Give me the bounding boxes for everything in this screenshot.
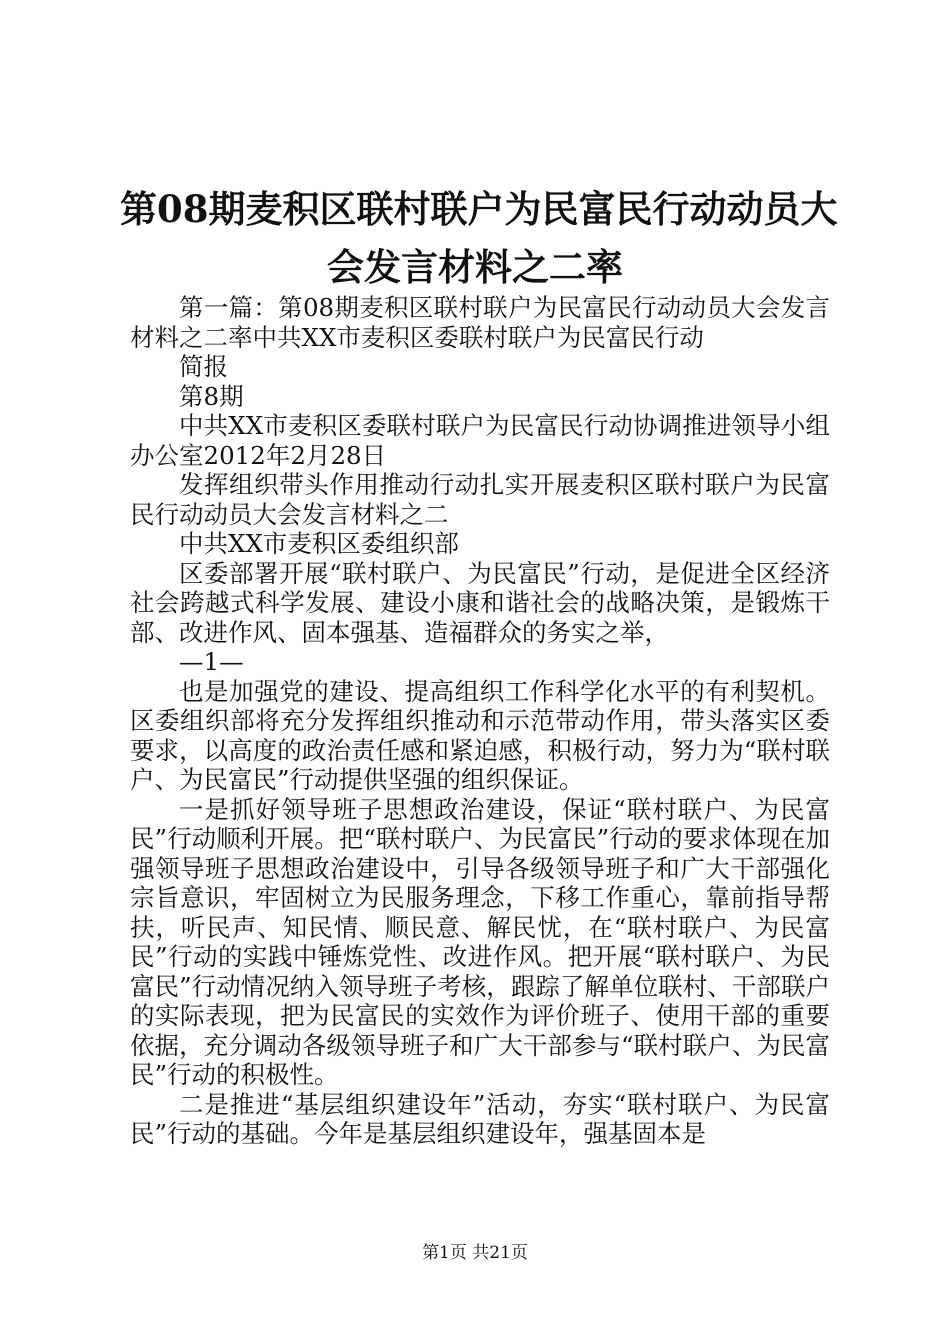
paragraph: 简报 [179, 352, 228, 381]
document-body [130, 293, 830, 1149]
paragraph: 中共XX市麦积区委联村联户为民富民行动协调推进领导小组办公室2012年2月28日 [130, 411, 830, 470]
paragraph: 第8期 [179, 381, 244, 411]
paragraph: 也是加强党的建设、提高组织工作科学化水平的有利契机。区委组织部将充分发挥组织推动和示范带动作用，带头落实区委要求，以高度的政治责任感和紧迫感，积极行动，努力为“联村联户、为民富民”行动提供坚强的组织保证。 [130, 676, 830, 794]
page-number-marker: —1— [179, 647, 244, 676]
title-line-2: 会发言材料之二率 [327, 245, 623, 289]
paragraph: 二是推进“基层组织建设年”活动，夯实“联村联户、为民富民”行动的基础。今年是基层组织建设年，强基固本是 [130, 1089, 830, 1148]
paragraph: 第一篇：第08期麦积区联村联户为民富民行动动员大会发言材料之二率中共XX市麦积区委联村联户为民富民行动 [130, 293, 830, 352]
page-footer: 第1页 共21页 [422, 1243, 528, 1263]
document-title [120, 180, 838, 296]
paragraph: 发挥组织带头作用推动行动扎实开展麦积区联村联户为民富民行动动员大会发言材料之二 [130, 470, 830, 529]
paragraph: 区委部署开展“联村联户、为民富民”行动，是促进全区经济社会跨越式科学发展、建设小康和谐社会的战略决策，是锻炼干部、改进作风、固本强基、造福群众的务实之举， [130, 558, 830, 647]
title-line-1: 第08期麦积区联村联户为民富民行动动员大 [120, 187, 838, 231]
paragraph: 中共XX市麦积区委组织部 [179, 529, 459, 558]
paragraph: 一是抓好领导班子思想政治建设，保证“联村联户、为民富民”行动顺利开展。把“联村联户、为民富民”行动的要求体现在加强领导班子思想政治建设中，引导各级领导班子和广大干部强化宗旨意识，牢固树立为民服务理念，下移工作重心，靠前指导帮扶，听民声、知民情、顺民意、解民忧，在“联村联户、为民富民”行动的实践中锤炼党性、改进作风。把开展“联村联户、为民富民”行动情况纳入领导班子考核，跟踪了解单位联村、干部联户的实际表现，把为民富民的实效作为评价班子、使用干部的重要依据，充分调动各级领导班子和广大干部参与“联村联户、为民富民”行动的积极性。 [130, 794, 830, 1089]
